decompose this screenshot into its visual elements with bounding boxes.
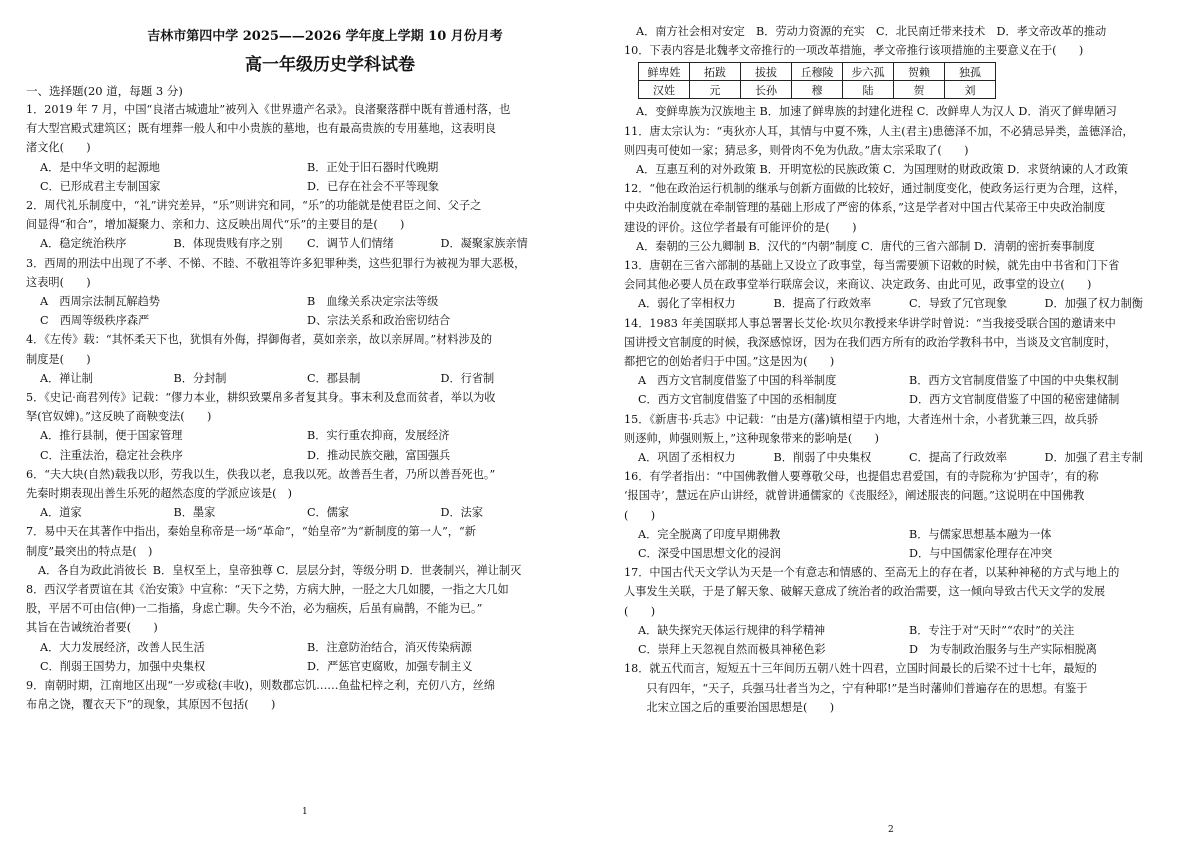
- question-line: 12．“他在政治运行机制的继承与创新方面做的比较好，通过制度变化，使政务运行更为合理，这样，: [624, 182, 1126, 196]
- answer-options: [624, 294, 1180, 313]
- question-block: [26, 100, 574, 196]
- answer-options: [624, 525, 1180, 563]
- question-9-options: A．南方社会相对安定 B．劳动力资源的充实 C．北民南迁带来技术 D．孝文帝改革的推动: [636, 25, 1107, 38]
- answer-options: [26, 638, 574, 676]
- answer-option: B．分封制: [173, 371, 227, 385]
- table-row-xianbei: [639, 63, 996, 81]
- question-line: 11．唐太宗认为：“夷狄亦人耳，其情与中夏不殊，人主(君主)患德泽不加，不必猜忌异类，盖德泽洽，: [624, 124, 1134, 138]
- answer-option: B．与儒家思想基本融为一体: [909, 527, 1052, 541]
- answer-option: D．与中国儒家伦理存在冲突: [909, 547, 1053, 561]
- question-line: 16．有学者指出：“中国佛教僧人要尊敬父母，也提倡忠君爱国，有的寺院称为‘护国寺’，有的称: [624, 470, 1099, 484]
- question-line: ( ): [624, 604, 656, 618]
- answer-option: A．道家: [40, 506, 82, 520]
- answer-options: [624, 237, 1180, 256]
- table-cell: 汉姓: [639, 81, 690, 99]
- question-line: 国讲授文官制度的时候，我深感惊讶，因为在我们西方所有的政治学教科书中，当谈及文官制度时，: [624, 335, 1117, 349]
- answer-options: [624, 371, 1180, 409]
- table-cell: 贺赖: [894, 63, 945, 81]
- answer-option: C．导致了冗官现象: [909, 297, 1008, 311]
- question-block: [624, 179, 1180, 256]
- answer-option: D．加强了君主专制: [1044, 451, 1143, 465]
- question-block: [624, 314, 1180, 410]
- answer-option: B．实行重农抑商，发展经济: [307, 429, 450, 443]
- answer-option: C．提高了行政效率: [909, 451, 1008, 465]
- answer-option: A 西方文官制度借鉴了中国的科举制度: [638, 374, 837, 388]
- answer-option: C．调节人们情绪: [307, 237, 394, 251]
- answer-option: B．皇权至上，皇帝独尊 C．层层分封，等级分明 D．世袭制兴，禅让制灭: [152, 563, 522, 577]
- answer-options: [26, 158, 574, 196]
- answer-option: D．行省制: [440, 371, 495, 385]
- question-line: 北宋立国之后的重要治国思想是( ): [624, 700, 835, 714]
- question-list-left: [26, 100, 574, 715]
- table-row-han: [639, 81, 996, 99]
- answer-options: [26, 292, 574, 330]
- answer-option: A．推行县制，便于国家管理: [40, 429, 183, 443]
- question-block: [624, 563, 1180, 659]
- answer-option: C．削弱王国势力，加强中央集权: [40, 659, 206, 673]
- question-block: [624, 410, 1180, 468]
- question-line: 6．“夫大块(自然)载我以形，劳我以生，佚我以老，息我以死。故善吾生者，乃所以善吾死也。”: [26, 467, 496, 481]
- answer-option: B 血缘关系决定宗法等级: [307, 295, 439, 309]
- answer-option: D．法家: [440, 506, 484, 520]
- answer-option: C 西周等级秩序森严: [40, 314, 150, 328]
- question-line: 孥(官奴婢)。”这反映了商鞅变法( ): [26, 410, 212, 424]
- question-line: ( ): [624, 508, 656, 522]
- question-block: [26, 465, 574, 523]
- answer-option: A．各自为政此消彼长: [38, 563, 147, 577]
- answer-option: A．秦朝的三公九卿制 B．汉代的“内朝”制度 C．唐代的三省六部制 D．清朝的密折奏事制度: [636, 239, 1095, 253]
- answer-option: B．西方文官制度借鉴了中国的中央集权制: [909, 374, 1119, 388]
- answer-option: B．正处于旧石器时代晚期: [307, 160, 439, 174]
- answer-option: D．推动民族交融，富国强兵: [307, 448, 451, 462]
- answer-option: B．削弱了中央集权: [773, 451, 872, 465]
- question-line: 布帛之饶，覆衣天下”的现象，其原因不包括( ): [26, 698, 276, 712]
- page-number: 1: [302, 807, 308, 817]
- table-cell: 长孙: [741, 81, 792, 99]
- answer-option: C．深受中国思想文化的浸润: [638, 547, 781, 561]
- question-line: 17．中国古代天文学认为天是一个有意志和情感的、至高无上的存在者，以某种神秘的方式与地上的: [624, 566, 1120, 580]
- question-block: [624, 467, 1180, 563]
- question-block: [624, 122, 1180, 180]
- page-number: 2: [888, 825, 894, 835]
- answer-option: A．禅让制: [40, 371, 93, 385]
- answer-option: D．凝聚家族亲情: [440, 237, 528, 251]
- answer-option: D 为专制政治服务与生产实际相脱离: [909, 643, 1097, 657]
- answer-option: D、宗法关系和政治密切结合: [307, 314, 451, 328]
- table-cell: 步六孤: [843, 63, 894, 81]
- question-line: 人事发生关联，于是了解天象、破解天意成了统治者的政治需要，这一倾向导致古代天文学的发展: [624, 585, 1106, 599]
- question-10-options: A．变鲜卑族为汉族地主 B．加速了鲜卑族的封建化进程 C．改鲜卑人为汉人 D．消灭了鲜卑陋习: [636, 105, 1117, 119]
- question-block: [26, 522, 574, 580]
- question-line: 15．《新唐书·兵志》中记载：“由是方(藩)镇相望于内地，大者连州十余，小者犹兼三四，故兵骄: [624, 412, 1099, 426]
- question-line: 则四夷可使如一家；猜忌多，则骨肉不免为仇敌。”唐太宗采取了( ): [624, 143, 969, 157]
- question-line: 这表明( ): [26, 275, 91, 289]
- answer-option: A．大力发展经济，改善人民生活: [40, 640, 205, 654]
- question-line: 14．1983 年美国联邦人事总署署长艾伦·坎贝尔教授来华讲学时曾说：“当我接受联合国的邀请来中: [624, 316, 1116, 330]
- question-line: 先秦时期表现出善生乐死的超然态度的学派应该是( ): [26, 487, 293, 501]
- answer-option: B．注意防治结合，消灭传染病源: [307, 640, 472, 654]
- answer-option: D．严惩官吏腐败，加强专制主义: [307, 659, 473, 673]
- question-line: 渚文化( ): [26, 141, 91, 155]
- question-block: [26, 330, 574, 388]
- question-line: 制度是( ): [26, 352, 91, 366]
- answer-options: [624, 448, 1180, 467]
- question-line: 则逐帅，帅强则叛上，”这种现象带来的影响是( ): [624, 431, 879, 445]
- answer-option: B．体现贵贱有序之别: [173, 237, 283, 251]
- question-line: 间显得“和合”，增加凝聚力、亲和力、这反映出周代“乐”的主要目的是( ): [26, 218, 405, 232]
- answer-option: B．提高了行政效率: [773, 297, 872, 311]
- question-line: 中央政治制度就在牵制管理的基础上形成了严密的体系，”这是学者对中国古代某帝王中央政治制度: [624, 201, 1106, 215]
- answer-option: D．已存在社会不平等现象: [307, 179, 440, 193]
- question-block: [624, 256, 1180, 314]
- answer-options: [26, 561, 574, 580]
- answer-option: A．完全脱离了印度早期佛教: [638, 527, 781, 541]
- answer-option: D．加强了权力制衡: [1044, 297, 1143, 311]
- question-block: [26, 580, 574, 676]
- surname-table: [638, 62, 996, 99]
- question-block: [26, 676, 574, 714]
- answer-option: C．郡县制: [307, 371, 361, 385]
- answer-options: [624, 160, 1180, 179]
- question-10-stem: 10．下表内容是北魏孝文帝推行的一项改革措施，孝文帝推行该项措施的主要意义在于( ): [624, 44, 1084, 58]
- question-list-right: [624, 122, 1180, 717]
- question-line: 其旨在告诫统治者要( ): [26, 621, 158, 635]
- question-line: 2．周代礼乐制度中，“礼”讲究差异，“乐”则讲究和同，“乐”的功能就是使君臣之间、父子之: [26, 199, 482, 213]
- answer-options: [26, 503, 574, 522]
- exam-title: 吉林市第四中学 2025——2026 学年度上学期 10 月份月考: [147, 29, 503, 44]
- question-line: 制度”最突出的特点是( ): [26, 544, 153, 558]
- answer-option: A 西周宗法制瓦解趋势: [40, 295, 160, 309]
- question-block: [26, 388, 574, 465]
- table-cell: 拓跋: [690, 63, 741, 81]
- table-cell: 刘: [945, 81, 996, 99]
- question-line: ‘报国寺’，慧远在庐山讲经，就曾讲通儒家的《丧服经》，阐述服丧的问题。”这说明在中国佛教: [624, 489, 1085, 503]
- table-cell: 贺: [894, 81, 945, 99]
- question-line: 建设的评价。这位学者最有可能评价的是( ): [624, 220, 857, 234]
- question-line: 会同其他必要人员在政事堂举行联席会议，来商议、决定政务、由此可见，政事堂的设立( ): [624, 278, 1092, 292]
- answer-option: C．儒家: [307, 506, 350, 520]
- answer-option: A．是中华文明的起源地: [40, 160, 160, 174]
- question-line: 有大型宫殿式建筑区；既有埋葬一般人和中小贵族的墓地，也有最高贵族的专用墓地，这表明良: [26, 122, 496, 136]
- answer-option: B．墨家: [173, 506, 216, 520]
- answer-option: A．稳定统治秩序: [40, 237, 127, 251]
- table-cell: 拔拔: [741, 63, 792, 81]
- question-line: 3．西周的刑法中出现了不孝、不悌、不睦、不敬祖等许多犯罪种类，这些犯罪行为被视为罪大恶极，: [26, 256, 526, 270]
- question-line: 7．易中天在其著作中指出，秦始皇称帝是一场“革命”，“始皇帝”为“新制度的第一人”，“新: [26, 525, 476, 539]
- table-cell: 鲜卑姓: [639, 63, 690, 81]
- question-line: 股，平居不可由信(伸)一二指搐，身虑亡聊。失今不治，必为痼疾，后虽有扁鹊，不能为已。”: [26, 602, 483, 616]
- answer-option: A．弱化了宰相权力: [638, 297, 736, 311]
- question-line: 1．2019 年 7 月，中国“良渚古城遗址”被列入《世界遗产名录》。良渚聚落群中既有普通村落，也: [26, 103, 511, 116]
- question-block: [26, 254, 574, 331]
- answer-option: C．崇拜上天忽视自然而极具神秘色彩: [638, 643, 826, 657]
- exam-page-right: [600, 0, 1200, 849]
- answer-option: D．西方文官制度借鉴了中国的秘密建储制: [909, 393, 1120, 407]
- answer-option: C．注重法治，稳定社会秩序: [40, 448, 183, 462]
- answer-option: C．西方文官制度借鉴了中国的丞相制度: [638, 393, 837, 407]
- answer-option: B．专注于对“天时”“农时”的关注: [909, 623, 1075, 637]
- answer-options: [26, 369, 574, 388]
- question-line: 9．南朝时期，江南地区出现“一岁或稔(丰收)，则数郡忘饥……鱼盐杞梓之利，充仞八方，丝绵: [26, 679, 496, 693]
- answer-option: C．已形成君主专制国家: [40, 179, 161, 193]
- answer-options: [26, 234, 574, 253]
- answer-option: A．互惠互利的对外政策 B．开明宽松的民族政策 C．为国理财的财政政策 D．求贤纳谏的人才政策: [636, 163, 1129, 177]
- answer-options: [624, 621, 1180, 659]
- answer-option: A．缺失探究天体运行规律的科学精神: [638, 623, 826, 637]
- question-block: [26, 196, 574, 254]
- table-cell: 丘穆陵: [792, 63, 843, 81]
- question-line: 18．就五代而言，短短五十三年间历五朝八姓十四君，立国时间最长的后梁不过十七年，最短的: [624, 662, 1097, 676]
- section-heading: 一、选择题(20 道，每题 3 分): [26, 84, 183, 98]
- exam-subtitle: 高一年级历史学科试卷: [245, 55, 415, 75]
- question-line: 4．《左传》载：“其怀柔天下也，犹惧有外侮，捍御侮者，莫如亲亲，故以亲屏周。”材料涉及的: [26, 333, 493, 347]
- question-block: [624, 659, 1180, 717]
- question-line: 5．《史记·商君列传》记载：“僇力本业，耕织致粟帛多者复其身。事末利及怠而贫者，举以为收: [26, 391, 496, 405]
- question-line: 13．唐朝在三省六部制的基础上又设立了政事堂，每当需要颁下诏敕的时候，就先由中书省和门下省: [624, 259, 1120, 273]
- answer-options: [26, 426, 574, 464]
- table-cell: 元: [690, 81, 741, 99]
- table-cell: 穆: [792, 81, 843, 99]
- answer-option: A．巩固了丞相权力: [638, 451, 736, 465]
- question-line: 只有四年，“天子，兵强马壮者当为之，宁有种耶!”是当时藩帅们普遍存在的思想。有鉴于: [624, 681, 1088, 695]
- table-cell: 独孤: [945, 63, 996, 81]
- question-line: 8．西汉学者贾谊在其《治安策》中宣称：“天下之势，方病大肿，一胫之大几如腰，一指之大几如: [26, 583, 509, 597]
- question-line: 都把它的创始者归于中国。”这是因为( ): [624, 355, 835, 369]
- table-cell: 陆: [843, 81, 894, 99]
